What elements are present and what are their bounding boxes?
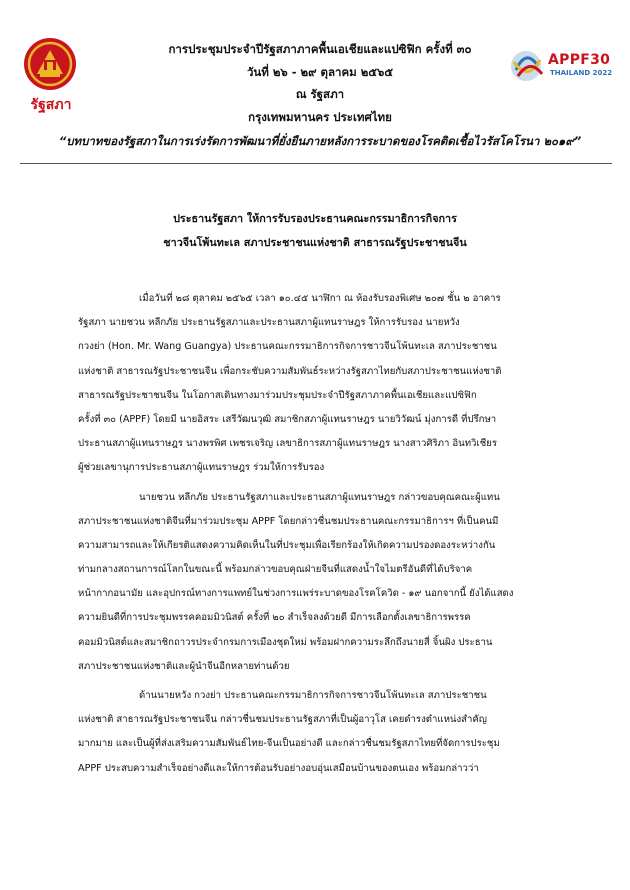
- body-line: มากมาย และเป็นผู้ที่ส่งเสริมความสัมพันธ์ไทย-จีนเป็นอย่างดี และกล่าวชื่นชมรัฐสภาไทยที่จัดการประชุม: [78, 738, 500, 750]
- parliament-logo-text: รัฐสภา: [30, 97, 72, 113]
- news-headline: [90, 207, 540, 255]
- meeting-city: กรุงเทพมหานคร ประเทศไทย: [248, 109, 392, 124]
- body-line: ครั้งที่ ๓๐ (APPF) โดยมี นายอิสระ เสรีวัฒนวุฒิ สมาชิกสภาผู้แทนราษฎร นายวิวัฒน์ มุ่งการดี ที่ปรึกษา: [78, 413, 497, 425]
- meeting-dates: วันที่ ๒๖ - ๒๙ ตุลาคม ๒๕๖๕: [246, 64, 394, 79]
- meeting-theme: “บทบาทของรัฐสภาในการเร่งรัดการพัฒนาที่ยั่งยืนภายหลังการระบาดของโรคติดเชื้อไวรัสโคโรนา ๒๐๑๙”: [58, 134, 582, 148]
- body-line: ความยินดีที่การประชุมพรรคคอมมิวนิสต์ ครั้งที่ ๒๐ สำเร็จลงด้วยดี มีการเลือกตั้งเลขาธิการพรรค: [78, 612, 471, 624]
- meeting-title: การประชุมประจำปีรัฐสภาภาคพื้นเอเชียและแปซิฟิก ครั้งที่ ๓๐: [168, 42, 472, 56]
- body-line: สภาประชาชนแห่งชาติและผู้นำจีนอีกหลายท่านด้วย: [78, 660, 290, 672]
- body-line: APPF ประสบความสำเร็จอย่างดีและให้การต้อนรับอย่างอบอุ่นเสมือนบ้านของตนเอง พร้อมกล่าวว่า: [78, 762, 479, 774]
- appf-logo-title: APPF30: [548, 52, 611, 68]
- paragraph: [78, 684, 556, 781]
- body-line: เมื่อวันที่ ๒๘ ตุลาคม ๒๕๖๕ เวลา ๑๐.๔๕ นาฬิกา ณ ห้องรับรองพิเศษ ๒๐๗ ชั้น ๒ อาคาร: [78, 293, 501, 304]
- paragraph: [78, 287, 556, 481]
- headline-line: ประธานรัฐสภา ให้การรับรองประธานคณะกรรมาธิการกิจการ: [173, 212, 457, 225]
- body-line: แห่งชาติ สาธารณรัฐประชาชนจีน เพื่อกระชับความสัมพันธ์ระหว่างรัฐสภาไทยกับสภาประชาชนแห่งชาติ: [78, 365, 502, 377]
- body-line: คอมมิวนิสต์และสมาชิกถาวรประจำกรมการเมืองชุดใหม่ พร้อมฝากความระลึกถึงนายสี่ จิ้นผิง ประธาน: [78, 636, 493, 648]
- appf-logo-subtitle: THAILAND 2022: [550, 69, 613, 77]
- meeting-header: [110, 38, 530, 128]
- body-line: ด้านนายหวัง กวงย่า ประธานคณะกรรมาธิการกิจการชาวจีนโพ้นทะเล สภาประชาชน: [78, 690, 487, 701]
- body-line: รัฐสภา นายชวน หลีกภัย ประธานรัฐสภาและประธานสภาผู้แทนราษฎร ให้การรับรอง นายหวัง: [78, 317, 460, 329]
- body-line: ความสามารถและให้เกียรติแสดงความคิดเห็นในที่ประชุมเพื่อเรียกร้องให้เกิดความปรองดองระหว่างกัน: [78, 539, 496, 551]
- news-body: [78, 287, 556, 781]
- body-line: ประธานสภาผู้แทนราษฎร นางพรพิศ เพชรเจริญ เลขาธิการสภาผู้แทนราษฎร นางสาวศิริภา อินทวิเชียร: [78, 438, 498, 450]
- body-line: หน้ากากอนามัย และอุปกรณ์ทางการแพทย์ในช่วงการแพร่ระบาดของโรคโควิด - ๑๙ นอกจากนี้ ยังได้แสดง: [78, 588, 514, 600]
- body-line: แห่งชาติ สาธารณรัฐประชาชนจีน กล่าวชื่นชมประธานรัฐสภาที่เป็นผู้อาวุโส เคยดำรงตำแหน่งสำคัญ: [78, 714, 487, 726]
- body-line: ท่ามกลางสถานการณ์โลกในขณะนี้ พร้อมกล่าวขอบคุณฝ่ายจีนที่แสดงน้ำใจไมตรีอันดีที่ได้บริจาค: [78, 564, 473, 576]
- body-line: นายชวน หลีกภัย ประธานรัฐสภาและประธานสภาผู้แทนราษฎร กล่าวขอบคุณคณะผู้แทน: [78, 491, 500, 503]
- headline-line: ชาวจีนโพ้นทะเล สภาประชาชนแห่งชาติ สาธารณรัฐประชาชนจีน: [163, 236, 467, 249]
- body-line: กวงย่า (Hon. Mr. Wang Guangya) ประธานคณะกรรมาธิการกิจการชาวจีนโพ้นทะเล สภาประชาชน: [78, 341, 497, 353]
- body-line: ผู้ช่วยเลขานุการประธานสภาผู้แทนราษฎร ร่วมให้การรับรอง: [78, 462, 325, 474]
- meeting-venue: ณ รัฐสภา: [295, 87, 345, 101]
- body-line: สภาประชาชนแห่งชาติจีนที่มาร่วมประชุม APPF โดยกล่าวชื่นชมประธานคณะกรรมาธิการฯ ที่เป็นคนมี: [78, 515, 499, 527]
- header-divider: [20, 163, 612, 164]
- body-line: สาธารณรัฐประชาชนจีน ในโอกาสเดินทางมาร่วมประชุมประจำปีรัฐสภาภาคพื้นเอเชียและแปซิฟิก: [78, 389, 477, 401]
- paragraph: [78, 486, 556, 680]
